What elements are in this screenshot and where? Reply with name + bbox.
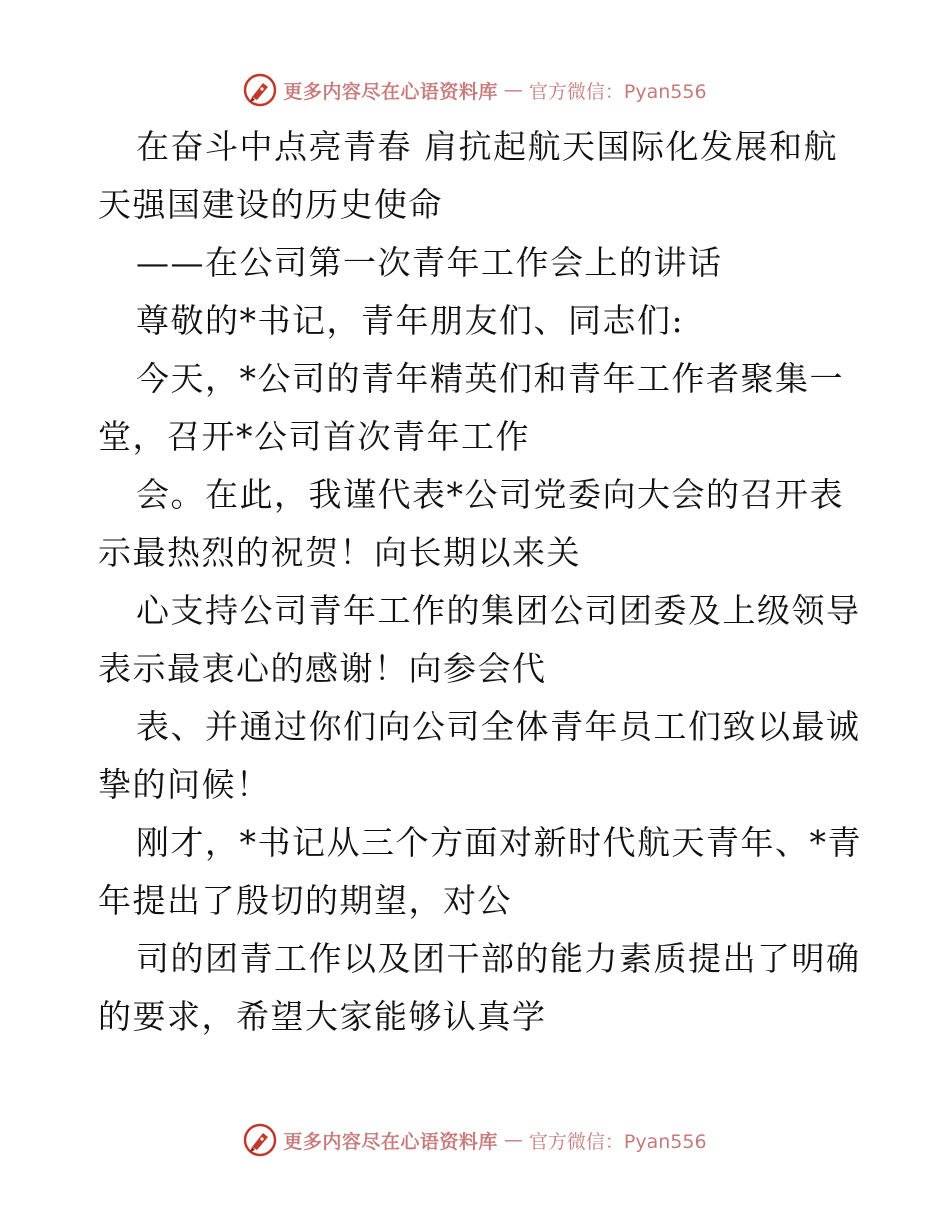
paragraph-line: 挚的问候！ bbox=[98, 765, 271, 804]
title-line-1: 在奋斗中点亮青春 肩抗起航天国际化发展和航 bbox=[136, 127, 838, 166]
paragraph-line: 堂，召开*公司首次青年工作 bbox=[98, 417, 530, 456]
footer-wechat-text: 官方微信：Pyan556 bbox=[528, 1130, 707, 1153]
title-line-2: 天强国建设的历史使命 bbox=[98, 185, 443, 224]
pen-nib-logo-icon bbox=[243, 73, 277, 107]
pen-nib-logo-icon bbox=[243, 1123, 277, 1157]
footer-banner bbox=[0, 1120, 950, 1160]
header-wechat-text: 官方微信：Pyan556 bbox=[528, 80, 707, 103]
paragraph-line: 年提出了殷切的期望，对公 bbox=[98, 881, 512, 920]
header-brand-text: 更多内容尽在心语资料库 bbox=[283, 80, 498, 103]
paragraph-line: 会。在此，我谨代表*公司党委向大会的召开表 bbox=[136, 475, 844, 514]
header-banner bbox=[0, 70, 950, 110]
paragraph-line: 示最热烈的祝贺！向长期以来关 bbox=[98, 533, 581, 572]
paragraph-line: 表、并通过你们向公司全体青年员工们致以最诚 bbox=[136, 707, 861, 746]
header-separator: — bbox=[503, 79, 523, 101]
paragraph-line: 的要求，希望大家能够认真学 bbox=[98, 997, 547, 1036]
paragraph-line: 心支持公司青年工作的集团公司团委及上级领导 bbox=[136, 591, 861, 630]
paragraph-line: 今天，*公司的青年精英们和青年工作者聚集一 bbox=[136, 359, 844, 398]
paragraph-line: 表示最衷心的感谢！向参会代 bbox=[98, 649, 547, 688]
salutation-line: 尊敬的*书记，青年朋友们、同志们: bbox=[136, 301, 685, 340]
paragraph-line: 司的团青工作以及团干部的能力素质提出了明确 bbox=[136, 939, 861, 978]
footer-brand-text: 更多内容尽在心语资料库 bbox=[283, 1130, 498, 1153]
paragraph-line: 刚才，*书记从三个方面对新时代航天青年、*青 bbox=[136, 823, 862, 862]
subtitle-line: ——在公司第一次青年工作会上的讲话 bbox=[136, 243, 723, 282]
document-body bbox=[98, 118, 862, 1046]
footer-separator: — bbox=[503, 1129, 523, 1151]
